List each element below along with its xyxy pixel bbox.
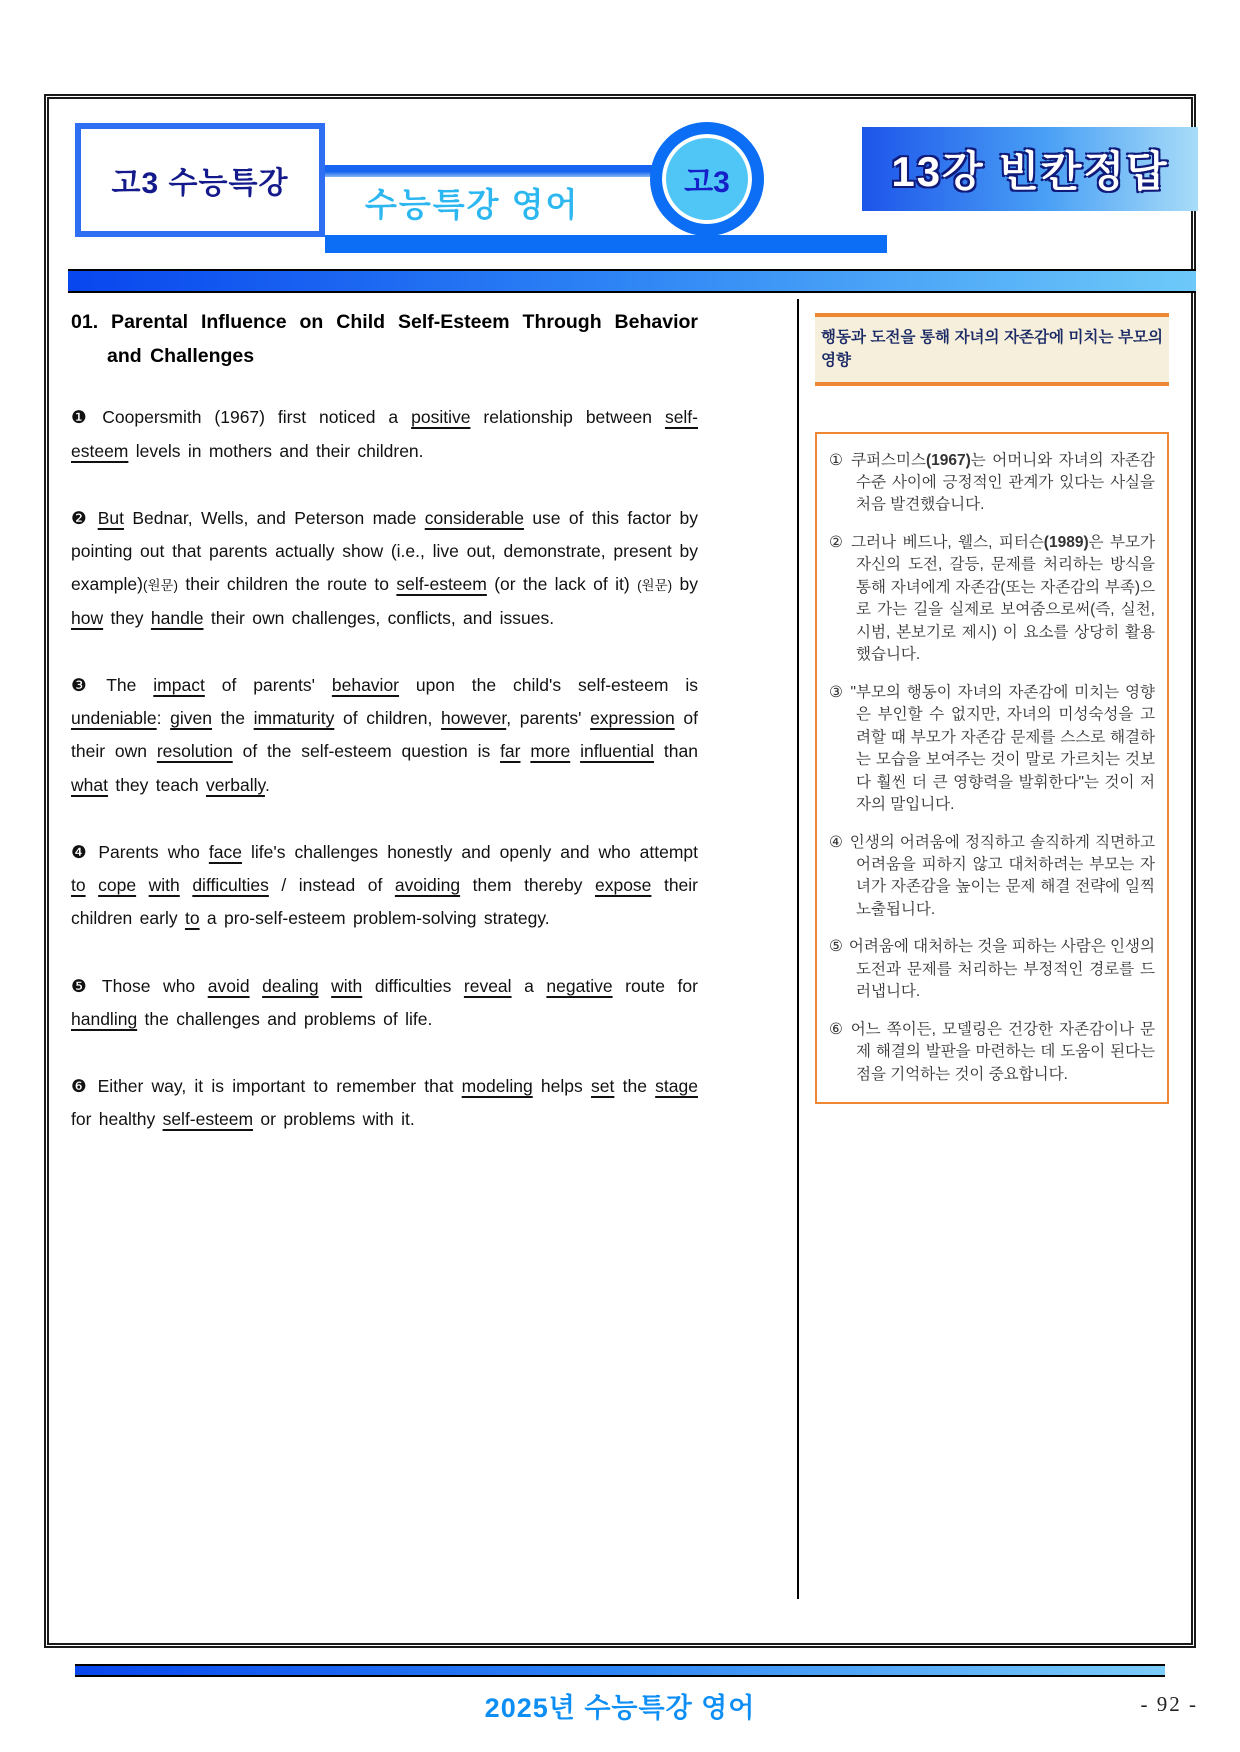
original-text-note: (원문) [637, 578, 673, 594]
passage-paragraph: ❶ Coopersmith (1967) first noticed a positive relationship between self-esteem levels in mothers and their children. [71, 407, 698, 461]
passage-paragraph: ❻ Either way, it is important to remember that modeling helps set the stage for healthy self-esteem or problems with it. [71, 1076, 698, 1130]
footer-book-title: 2025년 수능특강 영어 [484, 1693, 756, 1723]
english-passage-column [71, 305, 698, 1171]
translation-item: ③ "부모의 행동이 자녀의 자존감에 미치는 영향은 부인할 수 없지만, 자녀의 미성숙성을 고려할 때 부모가 자존감 문제를 스스로 해결하는 모습을 보여주는 것이 말로 가르치는 것보다 훨씬 더 큰 영향력을 발휘한다"는 것이 저자의 말입니다. [829, 683, 1155, 814]
header-subject-label: 수능특강 영어 [365, 186, 580, 223]
paragraph-number-badge: ❶ [71, 407, 93, 428]
topic-summary-box: 행동과 도전을 통해 자녀의 자존감에 미치는 부모의 영향 [815, 313, 1169, 386]
translation-item: ② 그러나 베드나, 웰스, 피터슨(1989)은 부모가 자신의 도전, 갈등, 문제를 처리하는 방식을 통해 자녀에게 자존감(또는 자존감의 부족)으로 가는 길을 실제로 보여줌으로써(즉, 실천, 시범, 본보기로 제시) 이 요소를 상당히 활용했습니다. [829, 533, 1155, 664]
original-text-note: (원문) [142, 578, 179, 594]
passage-title: 01. Parental Influence on Child Self-Esteem Through Behavior and Challenges [71, 311, 698, 368]
translation-number-badge: ③ [829, 683, 845, 701]
header-top-bar [325, 165, 657, 177]
paragraph-number-badge: ❸ [71, 674, 97, 695]
translation-number-badge: ④ [829, 833, 844, 851]
page-header [65, 113, 1185, 265]
paragraph-number-badge: ❻ [71, 1076, 88, 1096]
passage-paragraph: ❷ But Bednar, Wells, and Peterson made considerable use of this factor by pointing out that parents actually show (i.e., live out, demonstrate, present by example)(원문) their children the route to self-esteem (or the lack of it) (원문) by how they handle their own challenges, conflicts, and issues. [71, 507, 698, 628]
translation-item: ⑤ 어려움에 대처하는 것을 피하는 사람은 인생의 도전과 문제를 처리하는 부정적인 경로를 드러냅니다. [829, 938, 1155, 1001]
header-grade-badge: 고3 [650, 122, 764, 236]
paragraph-number-badge: ❹ [71, 841, 89, 862]
header-divider-bar [68, 269, 1196, 293]
footer-divider-bar [75, 1664, 1165, 1677]
translation-number-badge: ⑥ [829, 1020, 845, 1038]
paragraph-number-badge: ❺ [71, 975, 92, 996]
passage-paragraph: ❸ The impact of parents' behavior upon the child's self-esteem is undeniable: given the immaturity of children, however, parents' expression of their own resolution of the self-esteem question is far more influential than what they teach verbally. [71, 674, 698, 795]
column-divider-line [797, 299, 799, 1599]
page-number: - 92 - [1140, 1692, 1198, 1716]
translation-number-badge: ① [829, 451, 846, 469]
translation-number-badge: ② [829, 533, 846, 551]
paragraph-number-badge: ❷ [71, 507, 88, 528]
header-lesson-box: 13강 빈칸정답 [862, 127, 1198, 211]
passage-paragraphs [71, 401, 698, 1136]
passage-paragraph: ❹ Parents who face life's challenges honestly and openly and who attempt to cope with difficulties / instead of avoiding them thereby expose their children early to a pro-self-esteem problem-solving strategy. [71, 841, 699, 929]
korean-translation-column [815, 313, 1169, 1104]
translation-box [815, 432, 1169, 1105]
header-series-box: 고3 수능특강 [75, 123, 325, 237]
header-bottom-bar [325, 235, 887, 253]
page-frame [44, 94, 1196, 1648]
passage-paragraph: ❺ Those who avoid dealing with difficulties reveal a negative route for handling the challenges and problems of life. [71, 975, 698, 1029]
translation-item: ① 쿠퍼스미스(1967)는 어머니와 자녀의 자존감 수준 사이에 긍정적인 관계가 있다는 사실을 처음 발견했습니다. [829, 451, 1155, 514]
translation-number-badge: ⑤ [829, 938, 843, 956]
translation-item: ④ 인생의 어려움에 정직하고 솔직하게 직면하고 어려움을 피하지 않고 대처하려는 부모는 자녀가 자존감을 높이는 문제 해결 전략에 일찍 노출됩니다. [829, 833, 1155, 918]
translation-item: ⑥ 어느 쪽이든, 모델링은 건강한 자존감이나 문제 해결의 발판을 마련하는 데 도움이 된다는 점을 기억하는 것이 중요합니다. [829, 1020, 1155, 1083]
